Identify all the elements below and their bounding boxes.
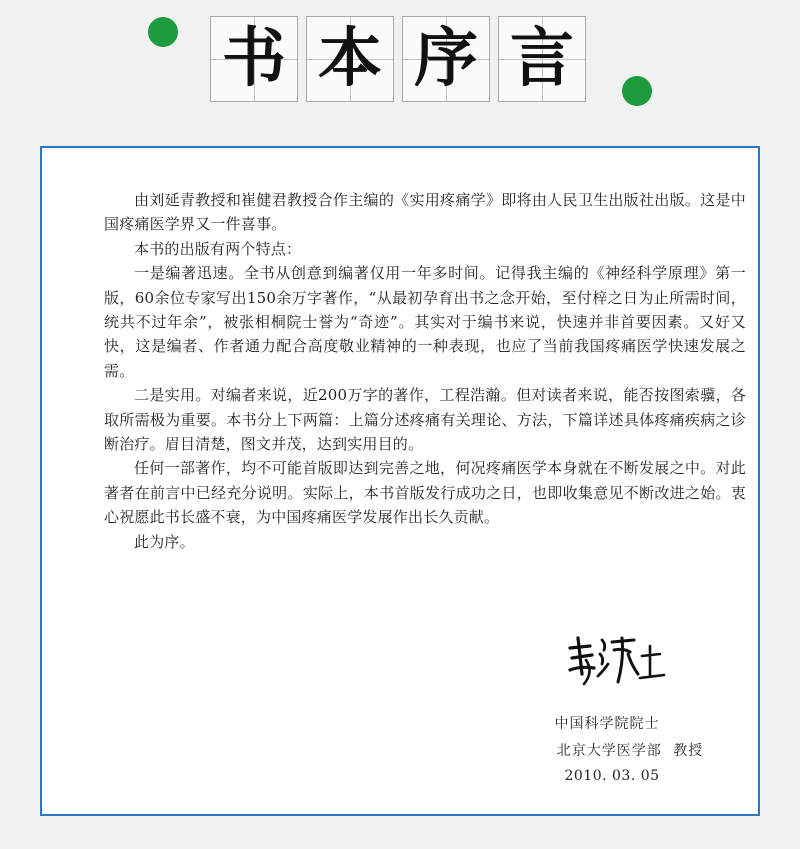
green-dot-decoration bbox=[148, 17, 178, 47]
title-char: 书 bbox=[222, 22, 286, 96]
author-title: 北京大学医学部 教授 bbox=[556, 743, 704, 759]
preface-paragraph: 一是编著迅速。全书从创意到编著仅用一年多时间。记得我主编的《神经科学原理》第一版，60余位专家写出150余万字著作，“从最初孕育出书之念开始，至付梓之日为止所需时间，统共不过年余”，被张相桐院士誉为“奇迹”。其实对于编书来说，快速并非首要因素。又好又快，这是编者、作者通力配合高度敬业精神的一种表现，也应了当前我国疼痛医学快速发展之需。 bbox=[104, 264, 746, 380]
title-grid-cell bbox=[306, 16, 394, 102]
preface-paragraph: 由刘延青教授和崔健君教授合作主编的《实用疼痛学》即将由人民卫生出版社出版。这是中国疼痛医学界又一件喜事。 bbox=[104, 191, 746, 234]
preface-paragraph: 此为序。 bbox=[134, 532, 195, 551]
title-char: 序 bbox=[414, 22, 478, 96]
preface-paragraph: 本书的出版有两个特点： bbox=[134, 239, 302, 258]
green-dot-decoration bbox=[622, 76, 652, 106]
title-char: 本 bbox=[318, 22, 382, 96]
title-char: 言 bbox=[510, 22, 574, 96]
preface-paragraph: 二是实用。对编者来说，近200万字的著作，工程浩瀚。但对读者来说，能否按图索骥，各取所需极为重要。本书分上下两篇：上篇分述疼痛有关理论、方法，下篇详述具体疼痛疾病之诊断治疗。眉目清楚，图文并茂，达到实用目的。 bbox=[104, 386, 746, 454]
preface-body bbox=[104, 188, 746, 554]
title-grid-cell bbox=[210, 16, 298, 102]
author-affiliation: 中国科学院院士 bbox=[554, 716, 660, 732]
preface-paragraph: 任何一部著作，均不可能首版即达到完善之地，何况疼痛医学本身就在不断发展之中。对此著者在前言中已经充分说明。实际上，本书首版发行成功之日，也即收集意见不断改进之始。衷心祝愿此书长盛不衰，为中国疼痛医学发展作出长久贡献。 bbox=[104, 459, 746, 527]
handwritten-signature bbox=[564, 630, 674, 690]
title-grid-cell bbox=[402, 16, 490, 102]
preface-page bbox=[40, 146, 760, 816]
page-title bbox=[210, 16, 586, 102]
title-grid-cell bbox=[498, 16, 586, 102]
preface-date: 2010. 03. 05 bbox=[564, 768, 660, 784]
